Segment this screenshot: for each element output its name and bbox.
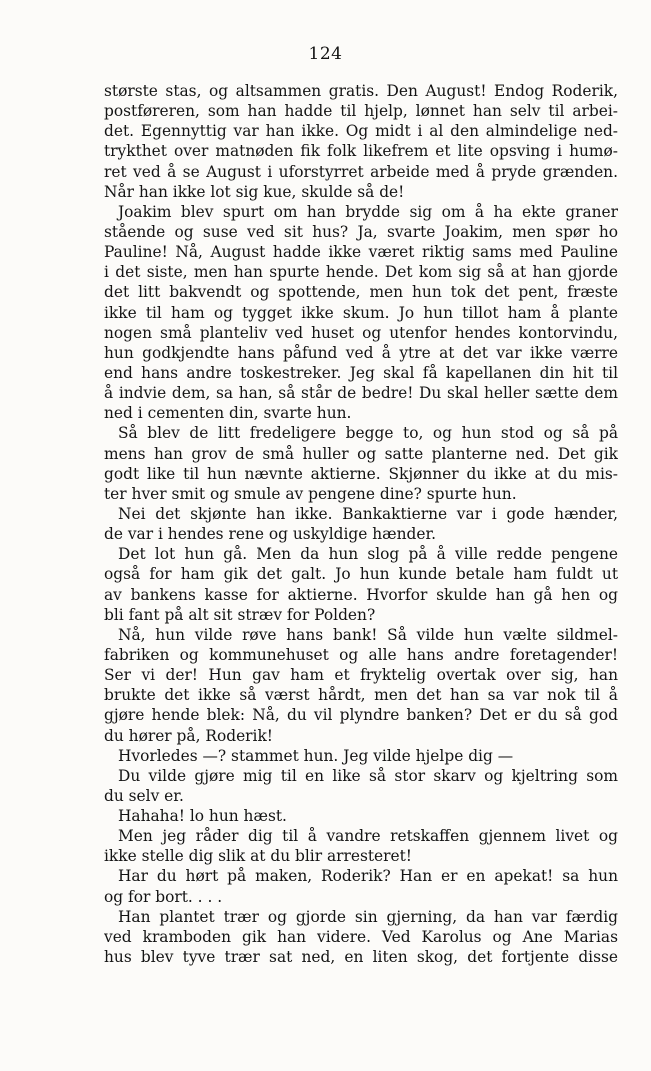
text-line: Hvorledes —? stammet hun. Jeg vilde hjelpe dig — xyxy=(118,746,514,765)
text-line: ned i cementen din, svarte hun. xyxy=(104,404,352,423)
text-line: nogen små planteliv ved huset og utenfor hendes kontorvindu, xyxy=(104,323,618,342)
page-number: 124 xyxy=(308,44,343,64)
text-line: Joakim blev spurt om han brydde sig om å ha ekte graner xyxy=(118,202,618,221)
text-line: gjøre hende blek: Nå, du vil plyndre banken? Det er du så god xyxy=(104,706,618,725)
text-line: i det siste, men han spurte hende. Det kom sig så at han gjorde xyxy=(104,263,618,282)
text-line: mens han grov de små huller og satte planterne ned. Det gik xyxy=(104,444,618,463)
text-line: fabriken og kommunehuset og alle hans andre foretagender! xyxy=(104,645,618,664)
body-text xyxy=(104,81,618,967)
text-line: ret ved å se August i uforstyrret arbeide med å pryde grænden. xyxy=(104,162,618,181)
text-line: trykthet over matnøden fik folk likefrem et lite opsving i humø- xyxy=(104,142,618,161)
text-line: det litt bakvendt og spottende, men hun tok det pent, fræste xyxy=(104,283,618,302)
text-line: og for bort. . . . xyxy=(104,887,223,906)
text-line: det. Egennyttig var han ikke. Og midt i al den almindelige ned- xyxy=(104,122,618,141)
text-line: du hører på, Roderik! xyxy=(104,726,273,745)
text-line: Han plantet trær og gjorde sin gjerning, da han var færdig xyxy=(118,907,618,926)
text-line: Du vilde gjøre mig til en like så stor skarv og kjeltring som xyxy=(118,766,618,785)
text-line: stående og suse ved sit hus? Ja, svarte Joakim, men spør ho xyxy=(104,222,618,241)
text-line: brukte det ikke så værst hårdt, men det han sa var nok til å xyxy=(104,686,618,705)
text-line: Pauline! Nå, August hadde ikke været riktig sams med Pauline xyxy=(104,243,618,262)
text-line: Når han ikke lot sig kue, skulde så de! xyxy=(104,182,405,201)
text-line: godt like til hun nævnte aktierne. Skjønner du ikke at du mis- xyxy=(104,464,618,483)
text-line: de var i hendes rene og uskyldige hænder. xyxy=(104,525,437,544)
text-line: av bankens kasse for aktierne. Hvorfor skulde han gå hen og xyxy=(104,585,618,604)
text-line: Har du hørt på maken, Roderik? Han er en apekat! sa hun xyxy=(118,867,618,886)
text-line: du selv er. xyxy=(104,786,184,805)
text-line: hus blev tyve trær sat ned, en liten skog, det fortjente disse xyxy=(104,948,618,967)
text-line: bli fant på alt sit stræv for Polden? xyxy=(104,605,376,624)
text-line: hun godkjendte hans påfund ved å ytre at det var ikke værre xyxy=(104,343,618,362)
text-line: postføreren, som han hadde til hjelp, lønnet han selv til arbei- xyxy=(104,102,618,121)
text-line: Men jeg råder dig til å vandre retskaffen gjennem livet og xyxy=(118,827,618,846)
text-line: ikke til ham og tygget ikke skum. Jo hun tillot ham å plante xyxy=(104,303,618,322)
text-line: Nei det skjønte han ikke. Bankaktierne var i gode hænder, xyxy=(118,504,618,523)
text-line: Så blev de litt fredeligere begge to, og hun stod og så på xyxy=(118,424,618,443)
text-line: Det lot hun gå. Men da hun slog på å ville redde pengene xyxy=(118,545,618,564)
text-line: ter hver smit og smule av pengene dine? spurte hun. xyxy=(104,484,517,503)
text-line: Nå, hun vilde røve hans bank! Så vilde hun vælte sildmel- xyxy=(118,625,618,644)
text-line: Hahaha! lo hun hæst. xyxy=(118,807,287,826)
text-line: ved kramboden gik han videre. Ved Karolus og Ane Marias xyxy=(104,927,618,946)
text-line: største stas, og altsammen gratis. Den August! Endog Roderik, xyxy=(104,82,618,100)
text-line: Ser vi der! Hun gav ham et fryktelig overtak over sig, han xyxy=(104,666,618,685)
text-line: end hans andre toskestreker. Jeg skal få kapellanen din hit til xyxy=(104,363,618,382)
text-line: å indvie dem, sa han, så står de bedre! Du skal heller sætte dem xyxy=(104,384,618,403)
text-line: ikke stelle dig slik at du blir arresteret! xyxy=(104,847,412,866)
text-line: også for ham gik det galt. Jo hun kunde betale ham fuldt ut xyxy=(104,565,618,584)
